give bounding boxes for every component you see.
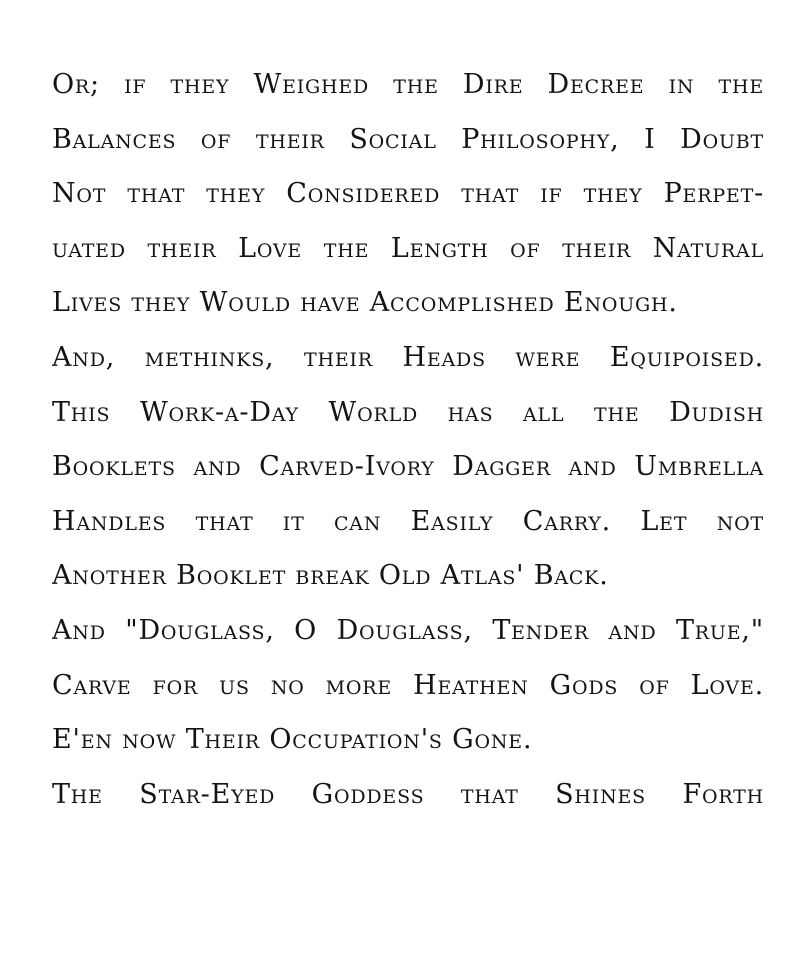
text-line-3: Not that they Considered that if they Perpet- bbox=[52, 178, 764, 210]
text-line-9: Handles that it can Easily Carry. Let not bbox=[52, 505, 764, 537]
text-line-12: Carve for us no more Heathen Gods of Love. bbox=[52, 669, 764, 701]
text-line-2: Balances of their Social Philosophy, I Doubt bbox=[52, 123, 764, 155]
text-line-11: And "Douglass, O Douglass, Tender and True," bbox=[52, 614, 764, 646]
text-line-14: The Star-Eyed Goddess that Shines Forth bbox=[52, 778, 764, 810]
text-line-8: Booklets and Carved-Ivory Dagger and Umbrella bbox=[52, 451, 764, 483]
text-line-7: This Work-a-Day World has all the Dudish bbox=[52, 396, 764, 428]
text-line-6: And, methinks, their Heads were Equipoised. bbox=[52, 341, 764, 373]
text-line-13: E'en now Their Occupation's Gone. bbox=[52, 724, 533, 756]
text-line-4: uated their Love the Length of their Natural bbox=[52, 232, 764, 264]
text-line-10: Another Booklet break Old Atlas' Back. bbox=[52, 560, 609, 592]
poem-text-block bbox=[52, 58, 764, 822]
text-line-1: Or; if they Weighed the Dire Decree in the bbox=[52, 69, 764, 100]
text-line-5: Lives they Would have Accomplished Enough. bbox=[52, 287, 678, 319]
